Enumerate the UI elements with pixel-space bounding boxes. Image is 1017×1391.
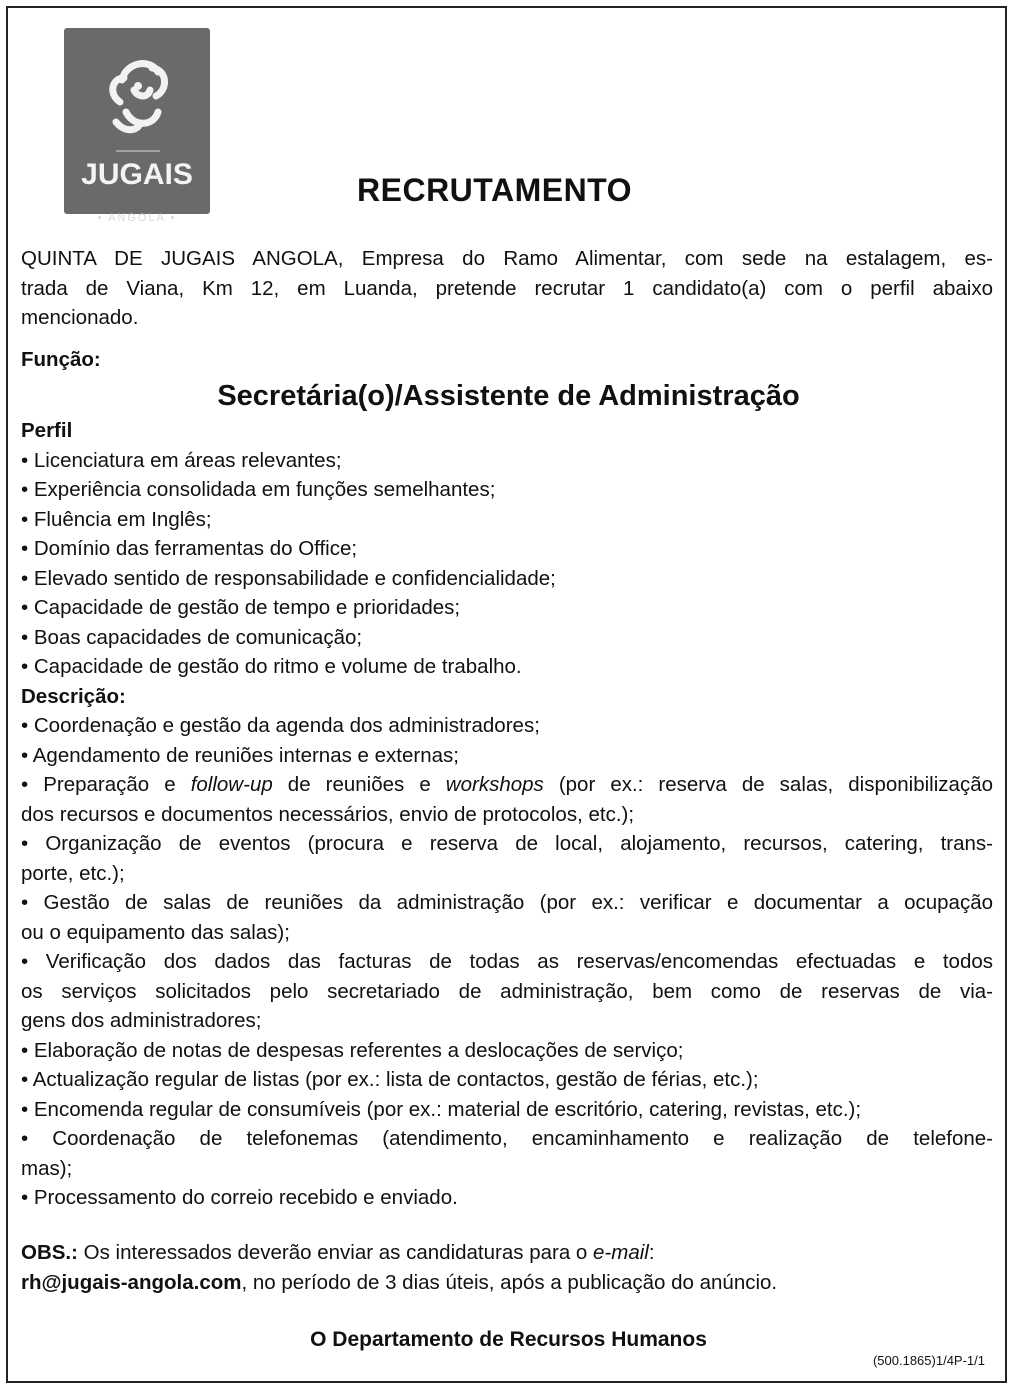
description-item: • Gestão de salas de reuniões da administração (por ex.: verificar e documentar a ocupação bbox=[21, 891, 993, 914]
page-title: RECRUTAMENTO bbox=[357, 172, 633, 208]
intro-line: mencionado. bbox=[21, 306, 139, 329]
profile-item: • Experiência consolidada em funções semelhantes; bbox=[21, 478, 496, 501]
function-label: Função: bbox=[21, 348, 101, 371]
description-item: • Organização de eventos (procura e reserva de local, alojamento, recursos, catering, trans- bbox=[21, 832, 993, 855]
description-item: • Verificação dos dados das facturas de todas as reservas/encomendas efectuadas e todos bbox=[21, 950, 993, 973]
observations bbox=[21, 1238, 993, 1297]
intro-line: QUINTA DE JUGAIS ANGOLA, Empresa do Ramo Alimentar, com sede na estalagem, es- bbox=[21, 247, 993, 270]
description-item-continued: mas); bbox=[21, 1156, 73, 1180]
logo-subtitle: • ANGOLA • bbox=[97, 212, 177, 224]
obs-label: OBS.: bbox=[21, 1241, 78, 1264]
department-signature: O Departamento de Recursos Humanos bbox=[310, 1328, 707, 1351]
obs-line: OBS.: Os interessados deverão enviar as candidaturas para o e-mail: bbox=[21, 1241, 655, 1264]
profile-item: • Fluência em Inglês; bbox=[21, 507, 212, 531]
intro-paragraph bbox=[21, 244, 993, 333]
description-item: • Processamento do correio recebido e enviado. bbox=[21, 1186, 458, 1209]
description-item: • Elaboração de notas de despesas referentes a deslocações de serviço; bbox=[21, 1038, 684, 1062]
profile-item: • Licenciatura em áreas relevantes; bbox=[21, 448, 342, 472]
job-role-title: Secretária(o)/Assistente de Administração bbox=[217, 380, 800, 412]
description-item-continued: gens dos administradores; bbox=[21, 1009, 262, 1032]
description-item-continued: os serviços solicitados pelo secretariado de administração, bem como de reservas de via- bbox=[21, 979, 993, 1003]
description-item: • Preparação e follow-up de reuniões e workshops (por ex.: reserva de salas, disponibilização bbox=[21, 773, 993, 796]
profile-item: • Capacidade de gestão do ritmo e volume de trabalho. bbox=[21, 655, 522, 678]
description-item: • Coordenação e gestão da agenda dos administradores; bbox=[21, 714, 540, 737]
description-item-continued: dos recursos e documentos necessários, envio de protocolos, etc.); bbox=[21, 802, 635, 826]
contact-email[interactable]: rh@jugais-angola.com bbox=[21, 1270, 242, 1294]
description-item: • Actualização regular de listas (por ex.: lista de contactos, gestão de férias, etc.); bbox=[21, 1068, 759, 1091]
description-item-continued: ou o equipamento das salas); bbox=[21, 920, 290, 944]
profile-item: • Capacidade de gestão de tempo e prioridades; bbox=[21, 596, 461, 619]
description-item-continued: porte, etc.); bbox=[21, 861, 125, 885]
profile-heading: Perfil bbox=[21, 419, 73, 442]
obs-line: rh@jugais-angola.com, no período de 3 dias úteis, após a publicação do anúncio. bbox=[21, 1270, 778, 1294]
description-item: • Encomenda regular de consumíveis (por ex.: material de escritório, catering, revistas, etc.); bbox=[21, 1097, 862, 1121]
description-heading: Descrição: bbox=[21, 684, 126, 708]
description-item: • Coordenação de telefonemas (atendimento, encaminhamento e realização de telefone- bbox=[21, 1127, 993, 1150]
profile-item: • Boas capacidades de comunicação; bbox=[21, 625, 363, 649]
description-item: • Agendamento de reuniões internas e externas; bbox=[21, 743, 459, 767]
job-details bbox=[21, 416, 993, 1213]
intro-line: trada de Viana, Km 12, em Luanda, pretende recrutar 1 candidato(a) com o perfil abaixo bbox=[21, 276, 993, 300]
profile-item: • Domínio das ferramentas do Office; bbox=[21, 537, 358, 560]
reference-code: (500.1865)1/4P-1/1 bbox=[872, 1353, 985, 1368]
jugais-logo bbox=[64, 28, 210, 224]
logo-wordmark: JUGAIS bbox=[81, 158, 193, 191]
profile-item: • Elevado sentido de responsabilidade e confidencialidade; bbox=[21, 566, 556, 590]
